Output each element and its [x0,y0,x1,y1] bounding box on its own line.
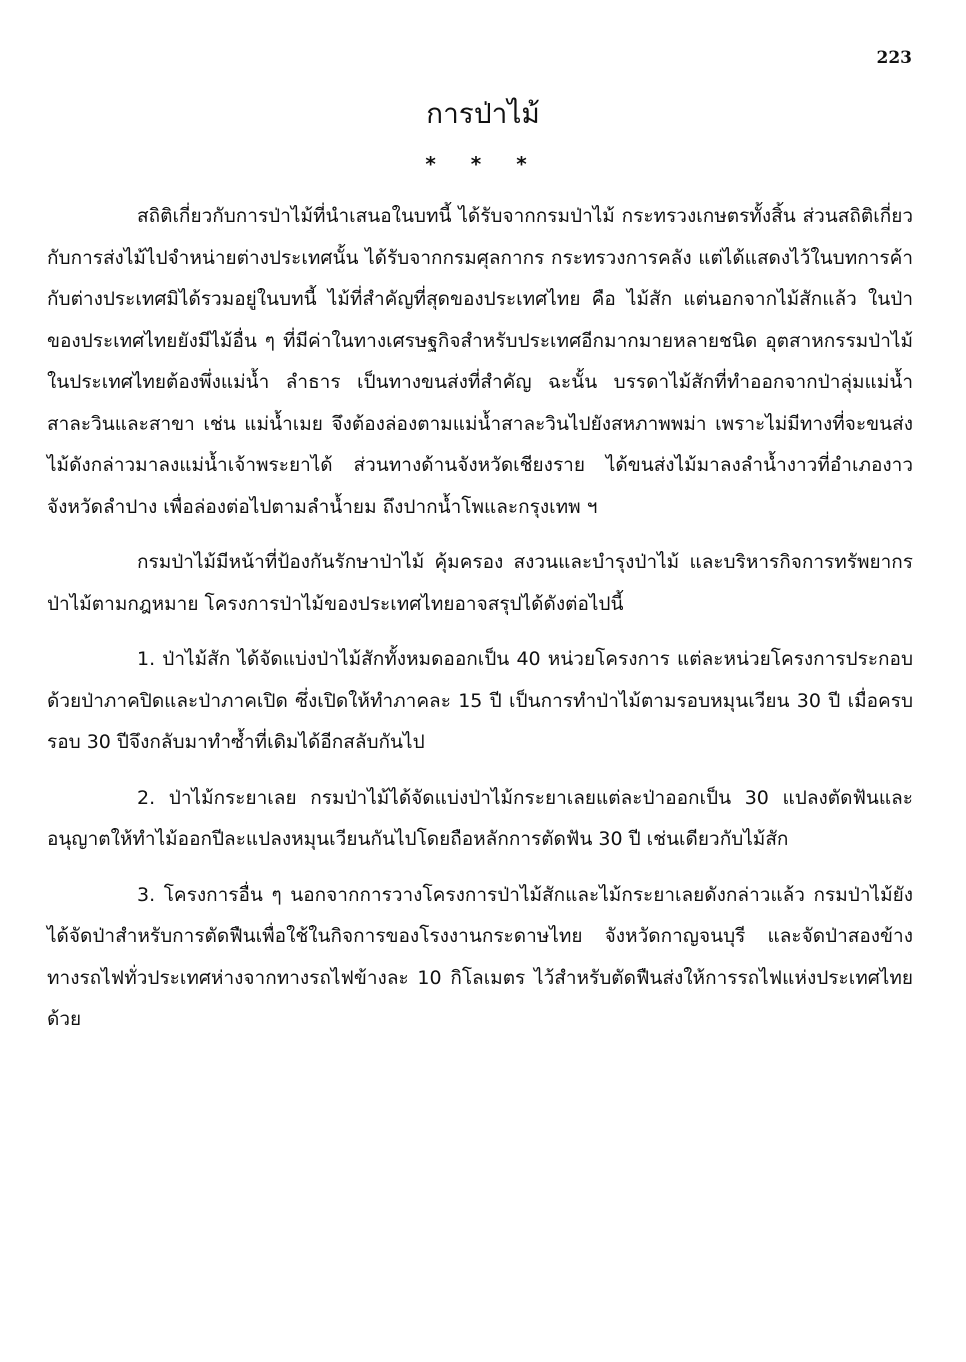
paragraph-mixed-forest: 2. ป่าไม้กระยาเลย กรมป่าไม้ได้จัดแบ่งป่าไม้กระยาเลยแต่ละป่าออกเป็น 30 แปลงตัดฟันและอนุญาตให้ทำไม้ออกปีละแปลงหมุนเวียนกันไปโดยถือหลักการตัดฟัน 30 ปี เช่นเดียวกับไม้สัก [47,786,913,850]
body-text [47,196,913,1041]
page-number: 223 [876,48,912,68]
section-separator: * * * [425,152,541,176]
paragraph-other-projects: 3. โครงการอื่น ๆ นอกจากการวางโครงการป่าไม้สักและไม้กระยาเลยดังกล่าวแล้ว กรมป่าไม้ยังได้จัดป่าสำหรับการตัดฟืนเพื่อใช้ในกิจการของโรงงานกระดาษไทย จังหวัดกาญจนบุรี และจัดป่าสองข้างทางรถไฟทั่วประเทศห่างจากทางรถไฟข้างละ 10 กิโลเมตร ไว้สำหรับตัดฟืนส่งให้การรถไฟแห่งประเทศไทยด้วย [47,883,913,1030]
paragraph-statistics-source: สถิติเกี่ยวกับการป่าไม้ที่นำเสนอในบทนี้ ได้รับจากกรมป่าไม้ กระทรวงเกษตรทั้งสิ้น ส่วนสถิติเกี่ยวกับการส่งไม้ไปจำหน่ายต่างประเทศนั้น ได้รับจากกรมศุลกากร กระทรวงการคลัง แต่ได้แสดงไว้ในบทการค้ากับต่างประเทศมิได้รวมอยู่ในบทนี้ ไม้ที่สำคัญที่สุดของประเทศไทย คือ ไม้สัก แต่นอกจากไม้สักแล้ว ในป่าของประเทศไทยยังมีไม้อื่น ๆ ที่มีค่าในทางเศรษฐกิจสำหรับประเทศอีกมากมายหลายชนิด อุตสาหกรรมป่าไม้ในประเทศไทยต้องพึ่งแม่น้ำ ลำธาร เป็นทางขนส่งที่สำคัญ ฉะนั้น บรรดาไม้สักที่ทำออกจากป่าลุ่มแม่น้ำสาละวินและสาขา เช่น แม่น้ำเมย จึงต้องล่องตามแม่น้ำสาละวินไปยังสหภาพพม่า เพราะไม่มีทางที่จะขนส่งไม้ดังกล่าวมาลงแม่น้ำเจ้าพระยาได้ ส่วนทางด้านจังหวัดเชียงราย ได้ขนส่งไม้มาลงลำน้ำงาวที่อำเภองาว จังหวัดลำปาง เพื่อล่องต่อไปตามลำน้ำยม ถึงปากน้ำโพและกรุงเทพ ฯ [47,205,913,518]
paragraph-forestry-department: กรมป่าไม้มีหน้าที่ป้องกันรักษาป่าไม้ คุ้มครอง สงวนและบำรุงป่าไม้ และบริหารกิจการทรัพยากรป่าไม้ตามกฎหมาย โครงการป่าไม้ของประเทศไทยอาจสรุปได้ดังต่อไปนี้ [47,551,913,615]
page-title: การป่าไม้ [426,97,540,130]
paragraph-teak-forest: 1. ป่าไม้สัก ได้จัดแบ่งป่าไม้สักทั้งหมดออกเป็น 40 หน่วยโครงการ แต่ละหน่วยโครงการประกอบด้วยป่าภาคปิดและป่าภาคเปิด ซึ่งเปิดให้ทำภาคละ 15 ปี เป็นการทำป่าไม้ตามรอบหมุนเวียน 30 ปี เมื่อครบรอบ 30 ปีจึงกลับมาทำซ้ำที่เดิมได้อีกสลับกันไป [47,648,913,753]
